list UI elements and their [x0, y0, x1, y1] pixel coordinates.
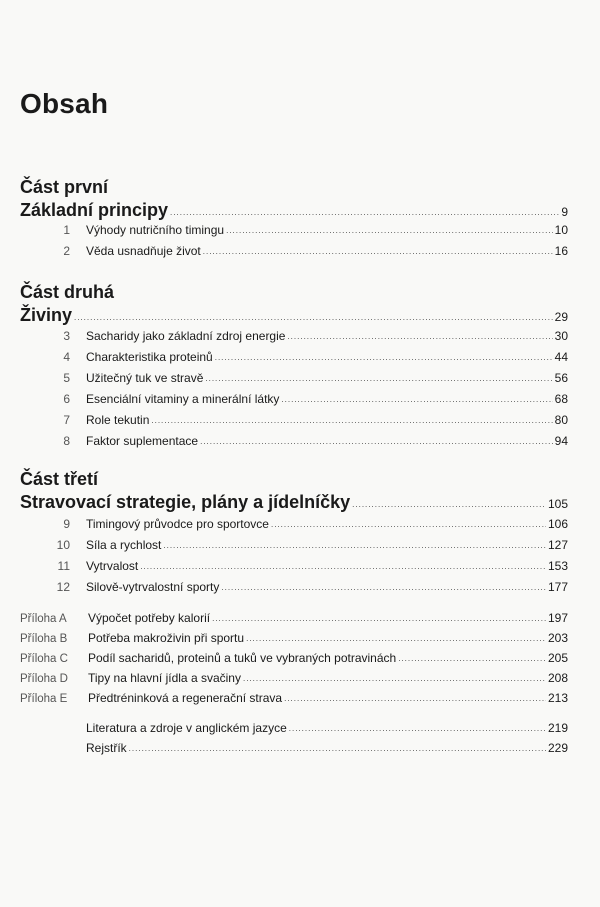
toc-entry — [20, 241, 568, 261]
page-number: 229 — [547, 741, 568, 755]
dot-leader — [212, 609, 546, 629]
dot-leader — [203, 242, 553, 262]
dot-leader — [221, 578, 546, 598]
part-label: Část druhá — [20, 282, 115, 302]
page-number: 208 — [547, 671, 568, 685]
part-title: Živiny — [20, 305, 73, 325]
chapter-number: 9 — [63, 517, 70, 531]
part-title-row — [20, 303, 568, 327]
dot-leader — [398, 649, 546, 669]
toc-entry — [20, 431, 568, 451]
page-number: 153 — [547, 559, 568, 573]
toc-entry — [20, 577, 568, 597]
back-matter-title: Rejstřík — [86, 741, 127, 755]
appendix-title: Předtréninková a regenerační strava — [88, 691, 283, 705]
back-matter-title: Literatura a zdroje v anglickém jazyce — [86, 721, 287, 735]
dot-leader — [129, 739, 546, 759]
chapter-title: Silově-vytrvalostní sporty — [86, 580, 220, 594]
chapter-number: 3 — [63, 329, 70, 343]
chapter-number: 1 — [63, 223, 70, 237]
appendix-entry — [20, 628, 568, 648]
part-one-heading — [20, 176, 568, 222]
page-number: 9 — [561, 205, 568, 219]
toc-entry — [20, 220, 568, 240]
dot-leader — [284, 689, 546, 709]
appendix-entry — [20, 668, 568, 688]
page-number: 29 — [554, 310, 568, 324]
chapter-number: 6 — [63, 392, 70, 406]
page-number: 30 — [554, 329, 568, 343]
dot-leader — [287, 327, 552, 347]
appendix-label: Příloha E — [20, 693, 68, 705]
page-number: 16 — [554, 244, 568, 258]
part-two-heading — [20, 281, 568, 327]
dot-leader — [281, 390, 552, 410]
chapter-number: 2 — [63, 244, 70, 258]
toc-entry — [20, 535, 568, 555]
page-title: Obsah — [20, 88, 109, 119]
dot-leader — [289, 719, 546, 739]
part-title-row — [20, 198, 568, 222]
chapter-number: 10 — [56, 538, 70, 552]
part-label: Část třetí — [20, 469, 99, 489]
page-number: 56 — [554, 371, 568, 385]
appendix-label: Příloha C — [20, 653, 68, 665]
chapter-number: 7 — [63, 413, 70, 427]
dot-leader — [205, 369, 552, 389]
page-number: 177 — [547, 580, 568, 594]
dot-leader — [163, 536, 546, 556]
dot-leader — [200, 432, 553, 452]
appendix-label: Příloha D — [20, 673, 68, 685]
chapter-title: Esenciální vitaminy a minerální látky — [86, 392, 280, 406]
dot-leader — [140, 557, 546, 577]
appendix-entry — [20, 608, 568, 628]
chapter-title: Faktor suplementace — [86, 434, 199, 448]
appendix-label: Příloha B — [20, 633, 68, 645]
part-title-row — [20, 490, 568, 514]
appendix-title: Tipy na hlavní jídla a svačiny — [88, 671, 241, 685]
chapter-title: Timingový průvodce pro sportovce — [86, 517, 269, 531]
chapter-number: 12 — [56, 580, 70, 594]
toc-entry — [20, 368, 568, 388]
page-number: 44 — [554, 350, 568, 364]
appendix-entry — [20, 688, 568, 708]
toc-entry — [20, 556, 568, 576]
chapter-title: Síla a rychlost — [86, 538, 162, 552]
chapter-title: Užitečný tuk ve stravě — [86, 371, 204, 385]
page-number: 127 — [547, 538, 568, 552]
part-three-heading — [20, 468, 568, 514]
dot-leader — [246, 629, 546, 649]
page-number: 197 — [547, 611, 568, 625]
page-number: 106 — [547, 517, 568, 531]
chapter-title: Výhody nutričního timingu — [86, 223, 225, 237]
appendix-label: Příloha A — [20, 613, 67, 625]
chapter-number: 11 — [57, 559, 70, 573]
toc-entry — [20, 326, 568, 346]
dot-leader — [271, 515, 546, 535]
chapter-number: 4 — [63, 350, 70, 364]
page-number: 68 — [554, 392, 568, 406]
part-label: Část první — [20, 177, 109, 197]
appendix-title: Podíl sacharidů, proteinů a tuků ve vybraných potravinách — [88, 651, 397, 665]
chapter-title: Vytrvalost — [86, 559, 139, 573]
page-number: 219 — [547, 721, 568, 735]
page-number: 10 — [554, 223, 568, 237]
dot-leader — [151, 411, 552, 431]
page-number: 203 — [547, 631, 568, 645]
toc-entry — [20, 347, 568, 367]
chapter-title: Věda usnadňuje život — [86, 244, 201, 258]
page-number: 205 — [547, 651, 568, 665]
page-number: 80 — [554, 413, 568, 427]
page-number: 213 — [547, 691, 568, 705]
chapter-title: Charakteristika proteinů — [86, 350, 213, 364]
chapter-number: 8 — [63, 434, 70, 448]
toc-entry — [20, 389, 568, 409]
chapter-title: Role tekutin — [86, 413, 150, 427]
dot-leader — [226, 221, 553, 241]
dot-leader — [215, 348, 553, 368]
chapter-title: Sacharidy jako základní zdroj energie — [86, 329, 286, 343]
chapter-number: 5 — [63, 371, 70, 385]
back-matter-entry — [20, 738, 568, 758]
back-matter-entry — [20, 718, 568, 738]
appendix-title: Výpočet potřeby kalorií — [88, 611, 211, 625]
page-number: 94 — [554, 434, 568, 448]
part-title: Stravovací strategie, plány a jídelníčky — [20, 492, 351, 512]
appendix-entry — [20, 648, 568, 668]
part-title: Základní principy — [20, 200, 169, 220]
toc-entry — [20, 514, 568, 534]
dot-leader — [243, 669, 546, 689]
toc-entry — [20, 410, 568, 430]
appendix-title: Potřeba makroživin při sportu — [88, 631, 245, 645]
page-number: 105 — [547, 497, 568, 511]
